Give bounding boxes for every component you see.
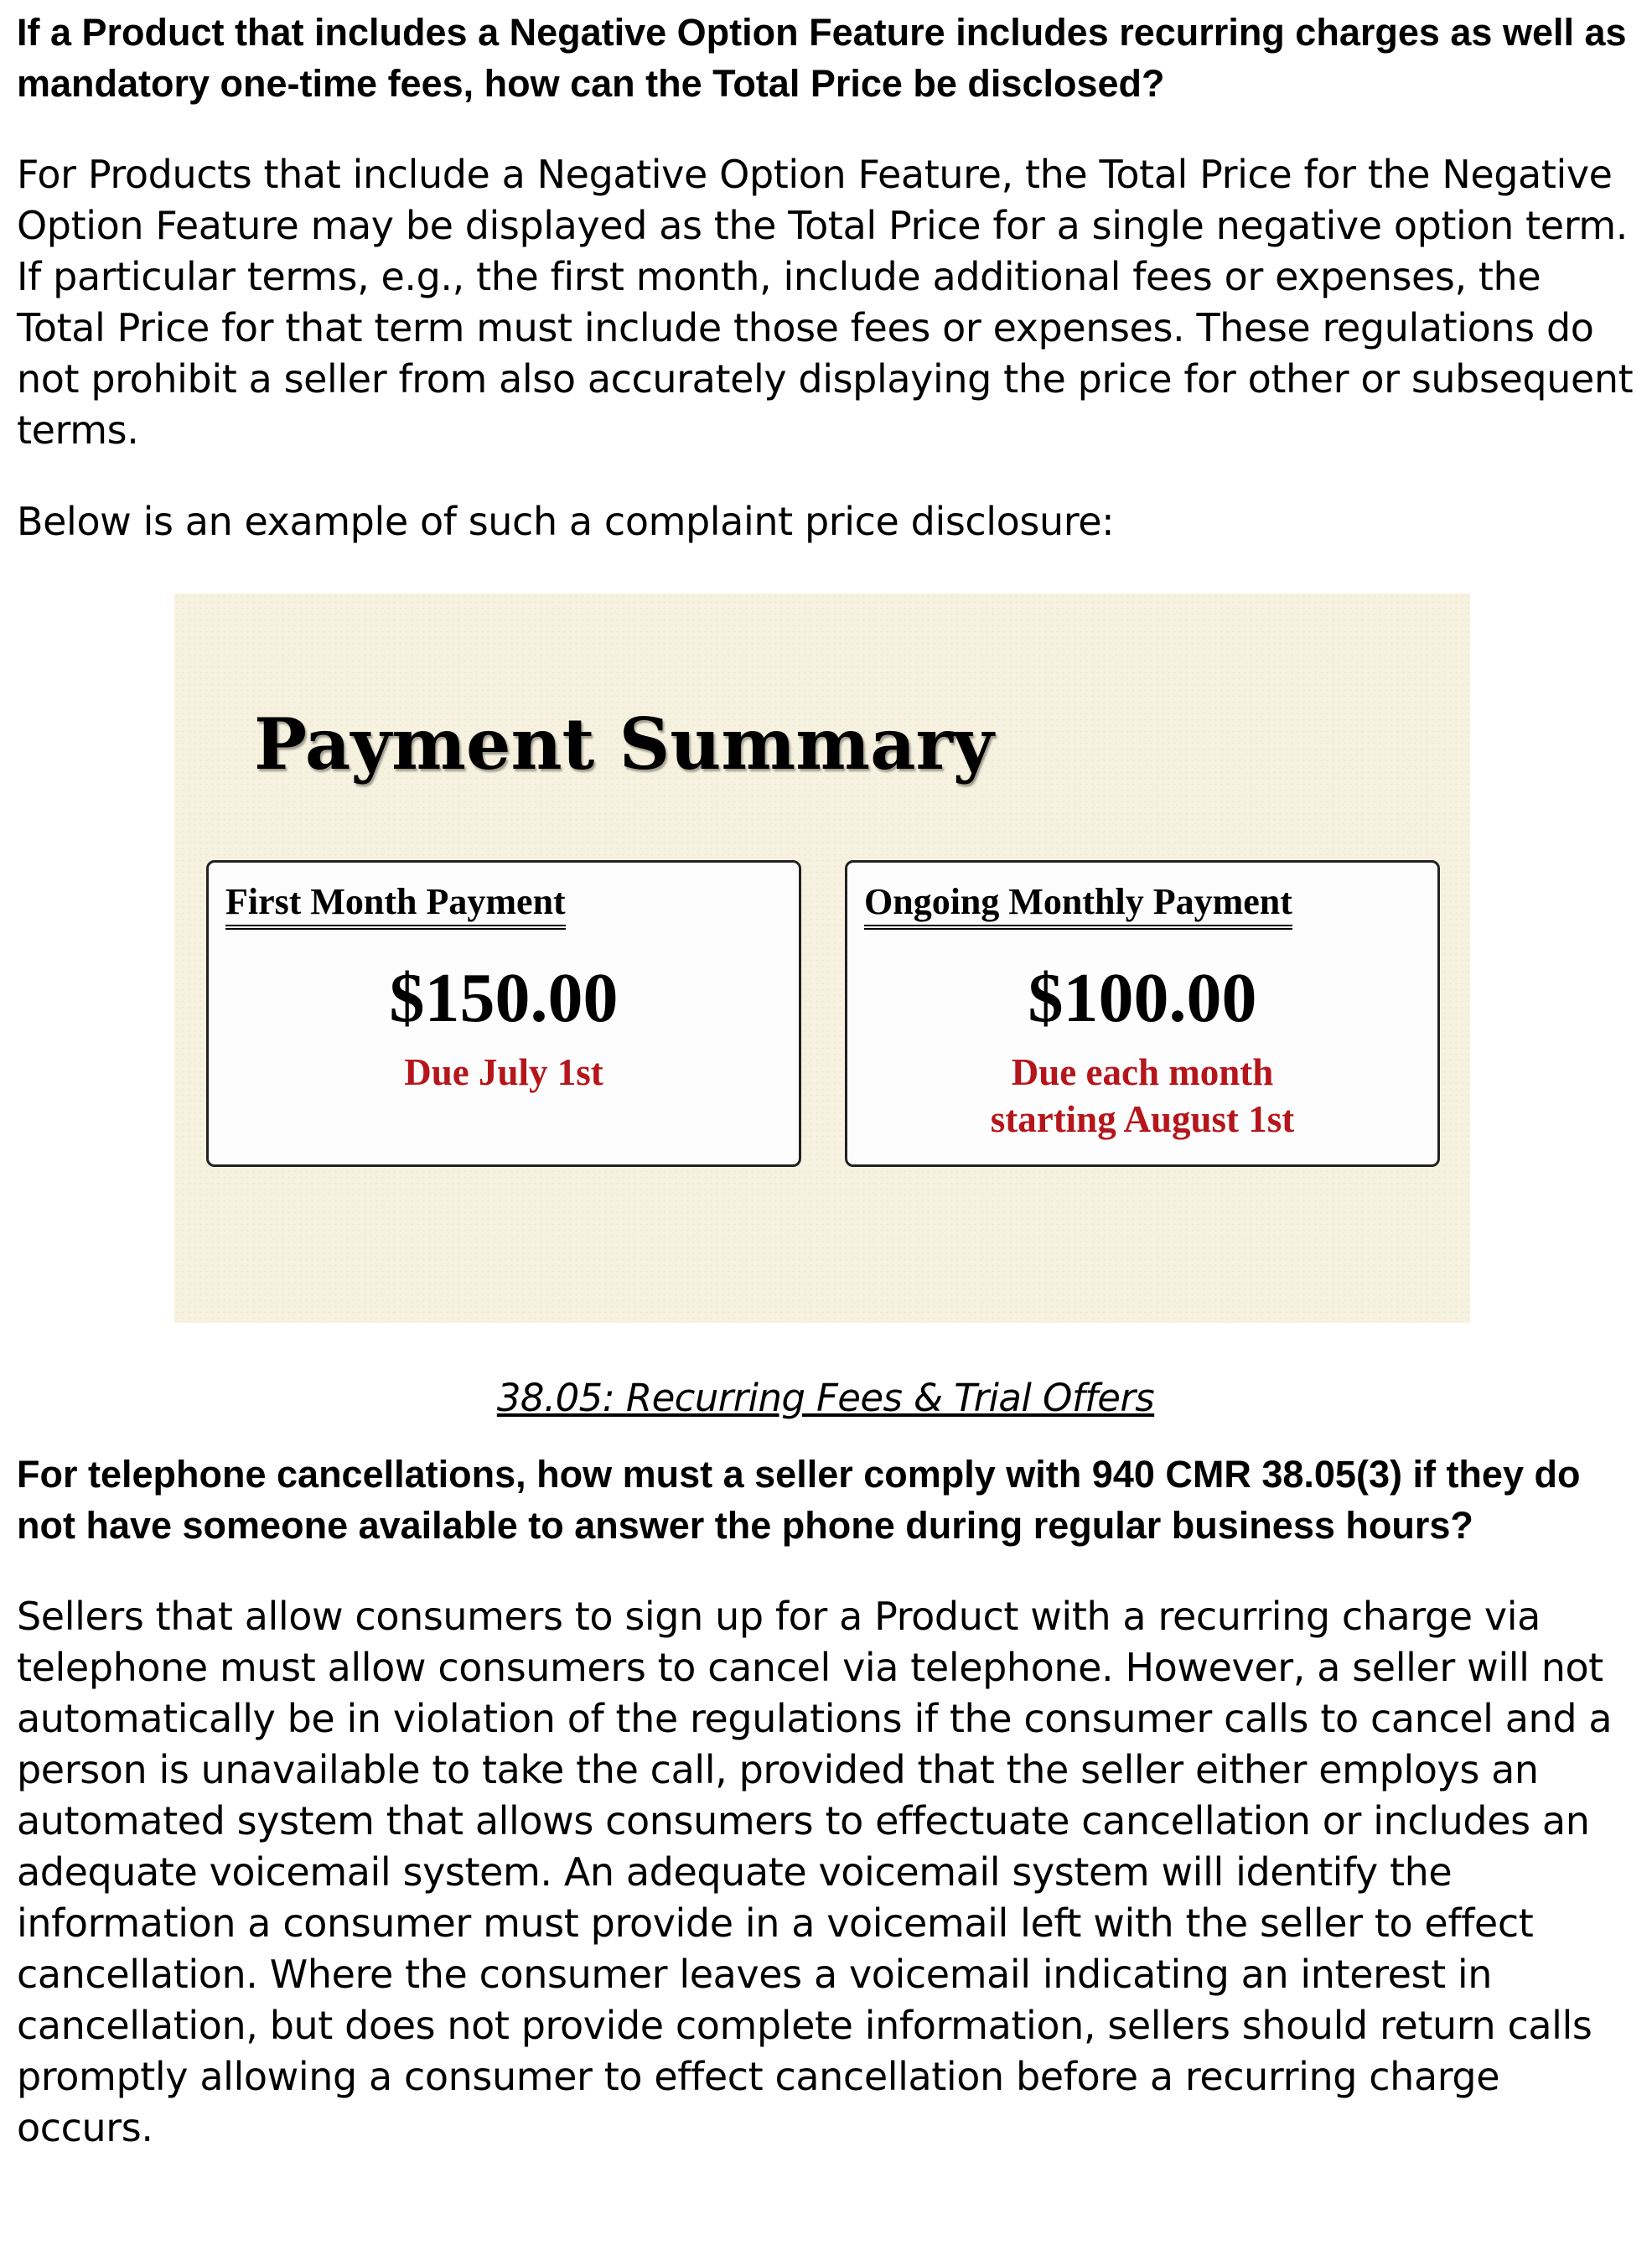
ongoing-monthly-payment-card	[845, 860, 1440, 1167]
card-amount: $150.00	[389, 959, 619, 1037]
card-amount: $100.00	[1028, 959, 1257, 1037]
faq-section-telephone	[17, 1449, 1634, 2154]
card-due-date: Due each month starting August 1st	[990, 1051, 1295, 1140]
faq-answer-telephone-cancellation: Sellers that allow consumers to sign up for a Product with a recurring charge via telephone must allow consumers to cancel via telephone. However, a seller will not automatically be in violation of the regulations if the consumer calls to cancel and a person is unavailable to take the call, provided that the seller either employs an automated system that allows consumers to effectuate cancellation or includes an adequate voicemail system. An adequate voicemail system will identify the information a consumer must provide in a voicemail left with the seller to effect cancellation. Where the consumer leaves a voicemail indicating an interest in cancellation, but does not provide complete information, sellers should return calls promptly allowing a consumer to effect cancellation before a recurring charge occurs.	[17, 1594, 1613, 2150]
faq-question-telephone-cancellation: For telephone cancellations, how must a seller comply with 940 CMR 38.05(3) if they do not have someone available to answer the phone during regular business hours?	[17, 1453, 1581, 1547]
recurring-fees-link[interactable]: 38.05: Recurring Fees & Trial Offers	[496, 1376, 1155, 1420]
faq-answer-total-price: For Products that include a Negative Option Feature, the Total Price for the Negative Option Feature may be displayed as the Total Price for a single negative option term. If particular terms, e.g., the first month, include additional fees or expenses, the Total Price for that term must include those fees or expenses. These regulations do not prohibit a seller from also accurately displaying the price for other or subsequent terms.	[17, 152, 1634, 453]
document-page	[17, 7, 1634, 2150]
payment-summary-title: Payment Summary	[254, 703, 994, 786]
first-month-payment-card	[206, 860, 801, 1167]
example-intro-text: Below is an example of such a complaint price disclosure:	[17, 499, 1115, 544]
card-label: Ongoing Monthly Payment	[864, 881, 1292, 930]
payment-summary-example-image	[174, 594, 1470, 1323]
card-label: First Month Payment	[225, 881, 566, 930]
faq-question-total-price: If a Product that includes a Negative Option Feature includes recurring charges as well as mandatory one-time fees, how can the Total Price be disclosed?	[17, 11, 1627, 105]
card-due-date: Due July 1st	[404, 1051, 603, 1093]
